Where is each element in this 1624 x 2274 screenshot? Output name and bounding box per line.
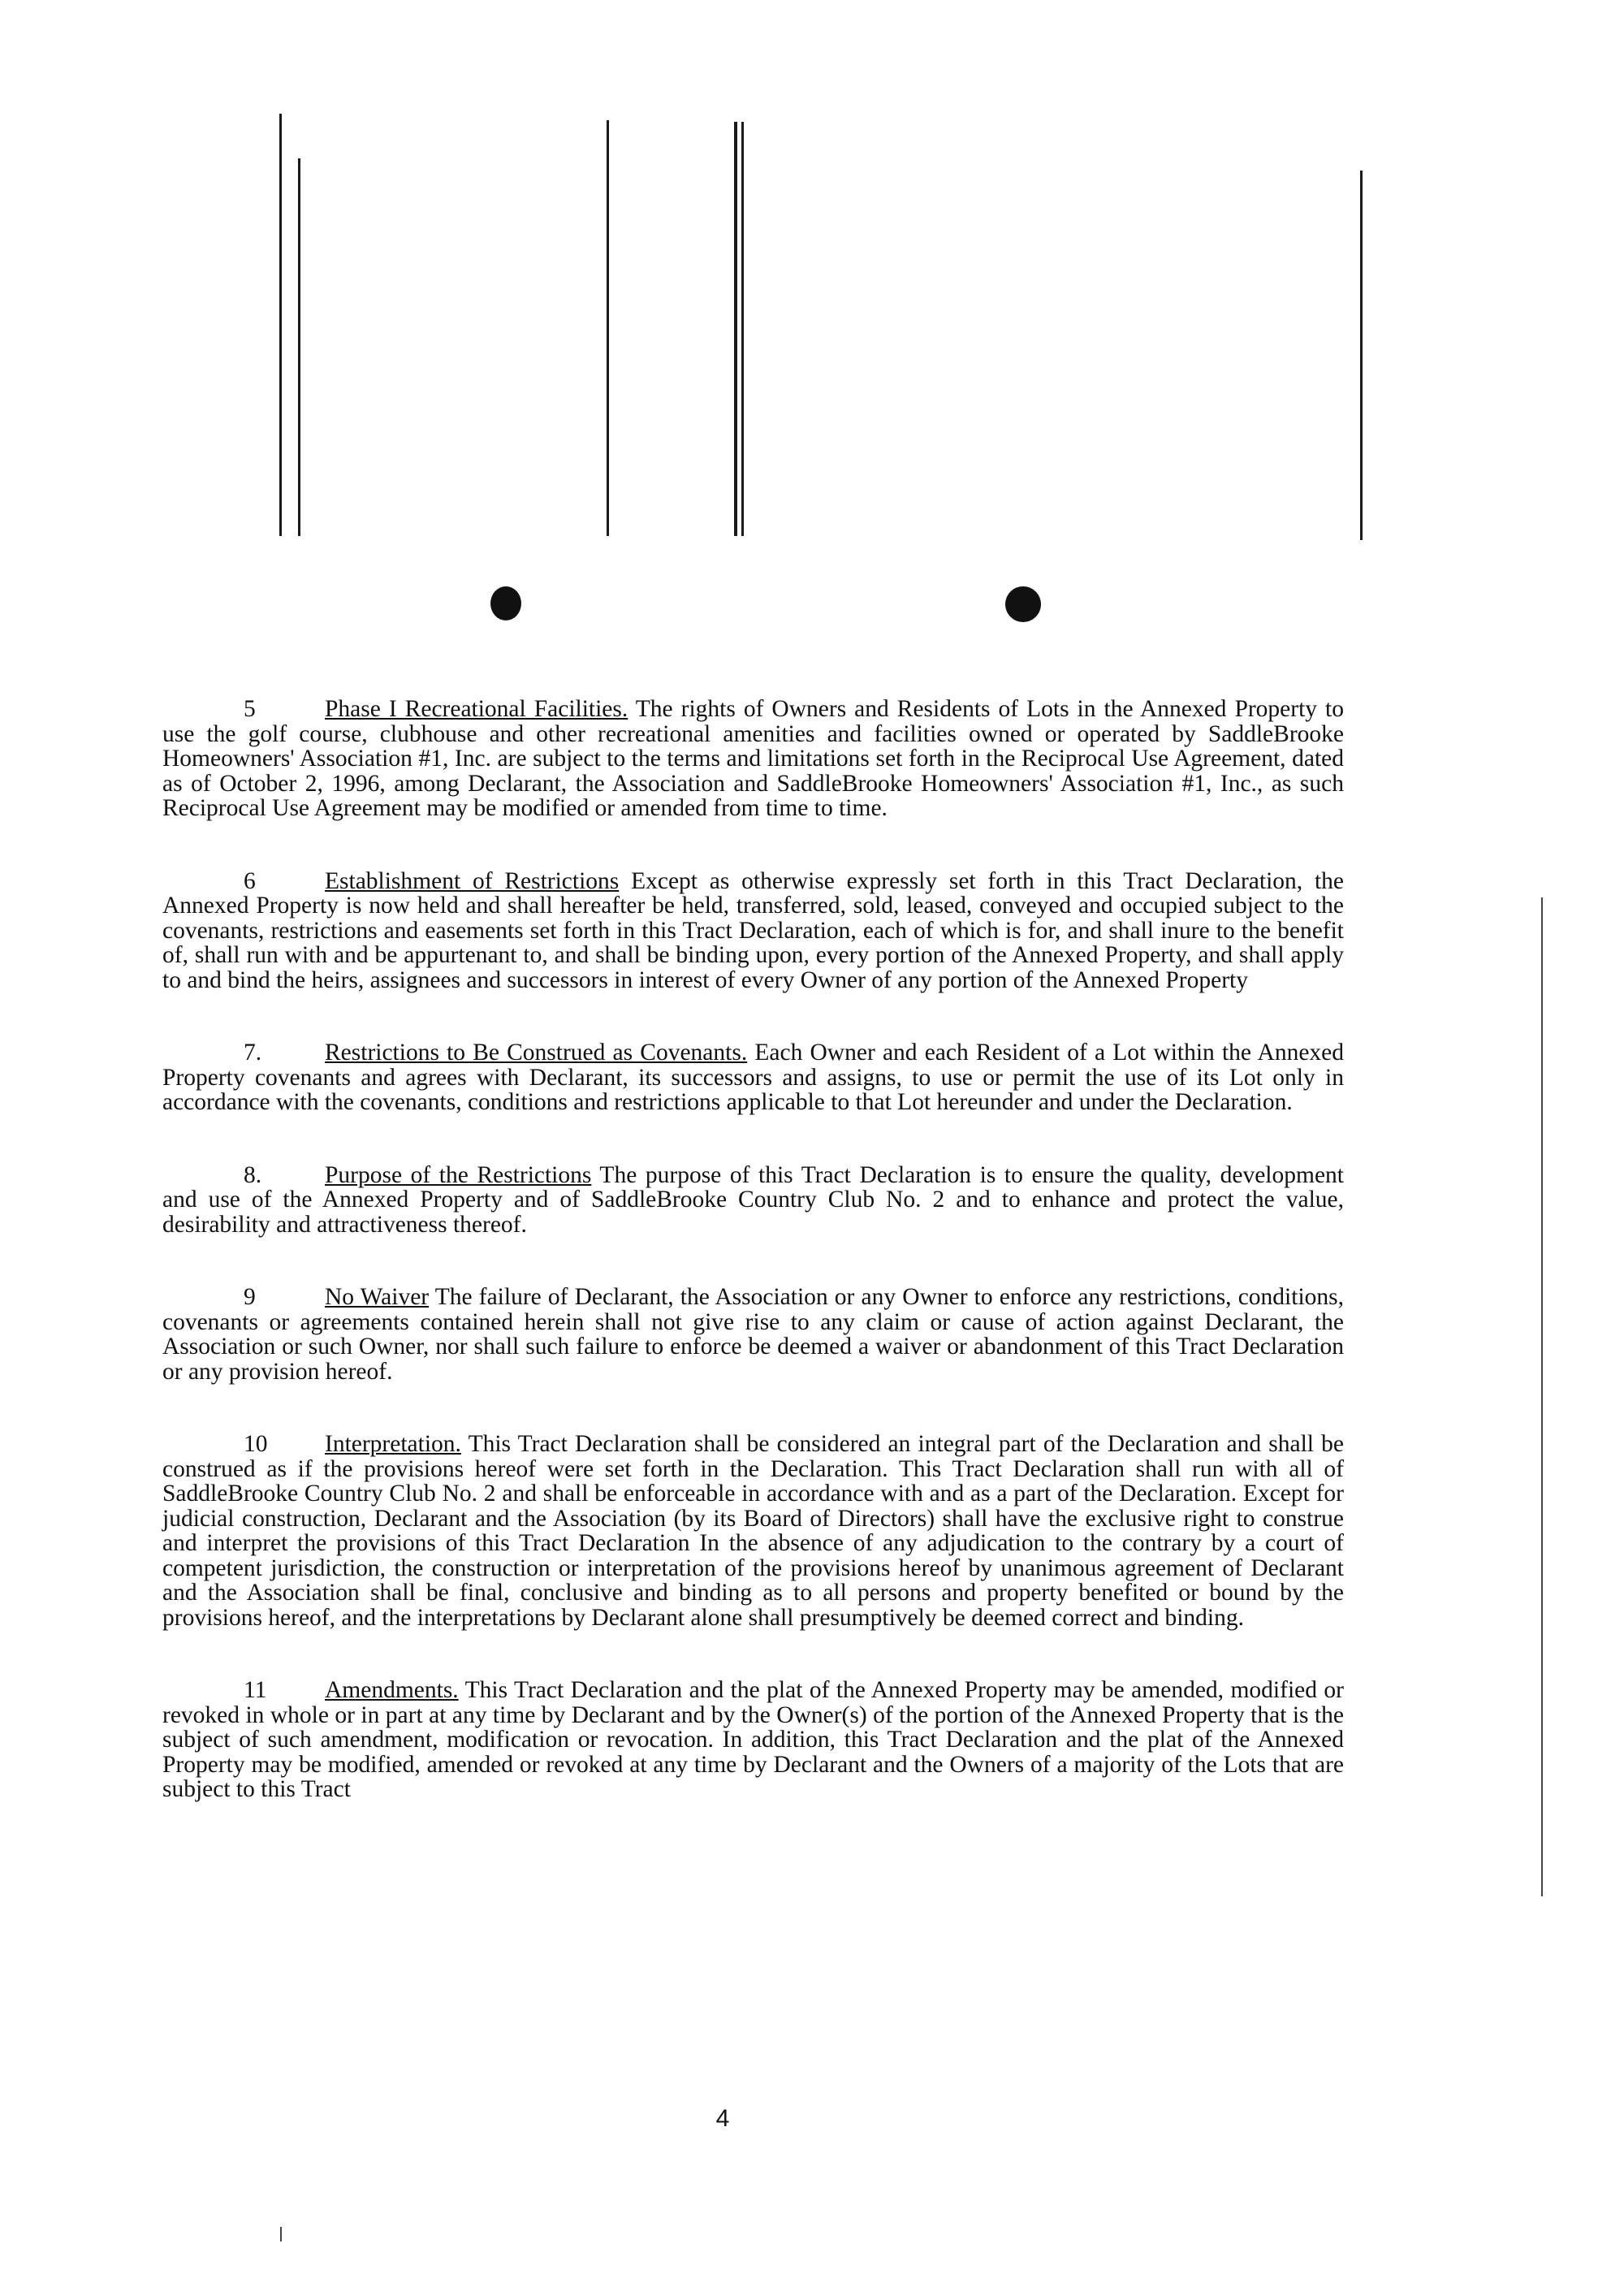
section-number: 8. bbox=[244, 1161, 262, 1188]
scan-artifact-line bbox=[279, 114, 282, 536]
scan-artifact-line bbox=[1360, 171, 1363, 540]
section-5 bbox=[162, 697, 1344, 821]
section-number: 11 bbox=[244, 1677, 267, 1703]
section-number: 10 bbox=[244, 1431, 268, 1457]
section-number: 7. bbox=[244, 1040, 262, 1066]
section-heading: No Waiver bbox=[325, 1284, 430, 1310]
scan-artifact-line bbox=[607, 120, 609, 536]
section-heading: Interpretation. bbox=[325, 1431, 461, 1457]
margin-mark bbox=[1541, 897, 1543, 1896]
section-text: The purpose of this Tract Declaration is to ensure the quality, development and use of the Annexed Property and of SaddleBrooke Country Club No. 2 and to enhance and protect the value, desirability and attractiveness thereof. bbox=[162, 1161, 1344, 1238]
scan-artifact-line bbox=[741, 122, 744, 536]
section-text: Except as otherwise expressly set forth in this Tract Declaration, the Annexed Property is now held and shall hereafter be held, transferred, sold, leased, conveyed and occupied subject to the covenants, restrictions and easements set forth in this Tract Declaration, each of which is for, and shall inure to the benefit of, shall run with and be appurtenant to, and shall be binding upon, every portion of the Annexed Property, and shall apply to and bind the heirs, assignees and successors in interest of every Owner of any portion of the Annexed Property bbox=[162, 867, 1345, 993]
scan-artifact-line bbox=[298, 158, 300, 536]
page-number: 4 bbox=[715, 2105, 730, 2132]
scan-artifact-line bbox=[734, 122, 737, 536]
section-7 bbox=[162, 1040, 1344, 1115]
section-9 bbox=[162, 1285, 1344, 1384]
section-heading: Purpose of the Restrictions bbox=[325, 1161, 592, 1188]
section-heading: Restrictions to Be Construed as Covenants. bbox=[325, 1040, 748, 1066]
section-text: This Tract Declaration and the plat of the Annexed Property may be amended, modified or revoked in whole or in part at any time by Declarant and by the Owner(s) of the portion of the Annexed Property that is the subject of such amendment, modification or revocation. In addition, this Tract Declaration and the plat of the Annexed Property may be modified, amended or revoked at any time by Declarant and the Owners of a majority of the Lots that are subject to this Tract bbox=[162, 1677, 1345, 1802]
section-number: 6 bbox=[244, 867, 256, 894]
document-body bbox=[162, 697, 1344, 1850]
section-heading: Amendments. bbox=[325, 1677, 459, 1703]
hole-punch-right bbox=[1005, 586, 1041, 622]
section-6 bbox=[162, 869, 1344, 993]
section-8 bbox=[162, 1163, 1344, 1238]
section-10 bbox=[162, 1432, 1344, 1630]
section-text: The failure of Declarant, the Association or any Owner to enforce any restrictions, conditions, covenants or agreements contained herein shall not give rise to any claim or cause of action against Declarant, the Association or such Owner, nor shall such failure to enforce be deemed a waiver or abandonment of this Tract Declaration or any provision hereof. bbox=[162, 1284, 1344, 1385]
section-text: The rights of Owners and Residents of Lots in the Annexed Property to use the golf course, clubhouse and other recreational amenities and facilities owned or operated by SaddleBrooke Homeowners' Association #1, Inc. are subject to the terms and limitations set forth in the Reciprocal Use Agreement, dated as of October 2, 1996, among Declarant, the Association and SaddleBrooke Homeowners' Association #1, Inc., as such Reciprocal Use Agreement may be modified or amended from time to time. bbox=[162, 696, 1344, 821]
section-number: 5 bbox=[244, 696, 256, 722]
section-heading: Establishment of Restrictions bbox=[325, 867, 620, 894]
section-11 bbox=[162, 1678, 1344, 1802]
section-heading: Phase I Recreational Facilities. bbox=[325, 696, 628, 722]
margin-mark bbox=[280, 2227, 282, 2242]
section-text: This Tract Declaration shall be considered an integral part of the Declaration and shall be construed as if the provisions hereof were set forth in the Declaration. This Tract Declaration shall run with all of SaddleBrooke Country Club No. 2 and shall be enforceable in accordance with and as a part of the Declaration. Except for judicial construction, Declarant and the Association (by its Board of Directors) shall have the exclusive right to construe and interpret the provisions of this Tract Declaration In the absence of any adjudication to the contrary by a court of competent jurisdiction, the construction or interpretation of the provisions hereof by unanimous agreement of Declarant and the Association shall be final, conclusive and binding as to all persons and property benefited or bound by the provisions hereof, and the interpretations by Declarant alone shall presumptively be deemed correct and binding. bbox=[162, 1431, 1345, 1631]
section-number: 9 bbox=[244, 1284, 256, 1310]
section-text: Each Owner and each Resident of a Lot within the Annexed Property covenants and agrees with Declarant, its successors and assigns, to use or permit the use of its Lot only in accordance with the covenants, conditions and restrictions applicable to that Lot hereunder and under the Declaration. bbox=[162, 1040, 1345, 1115]
hole-punch-left bbox=[490, 586, 521, 620]
